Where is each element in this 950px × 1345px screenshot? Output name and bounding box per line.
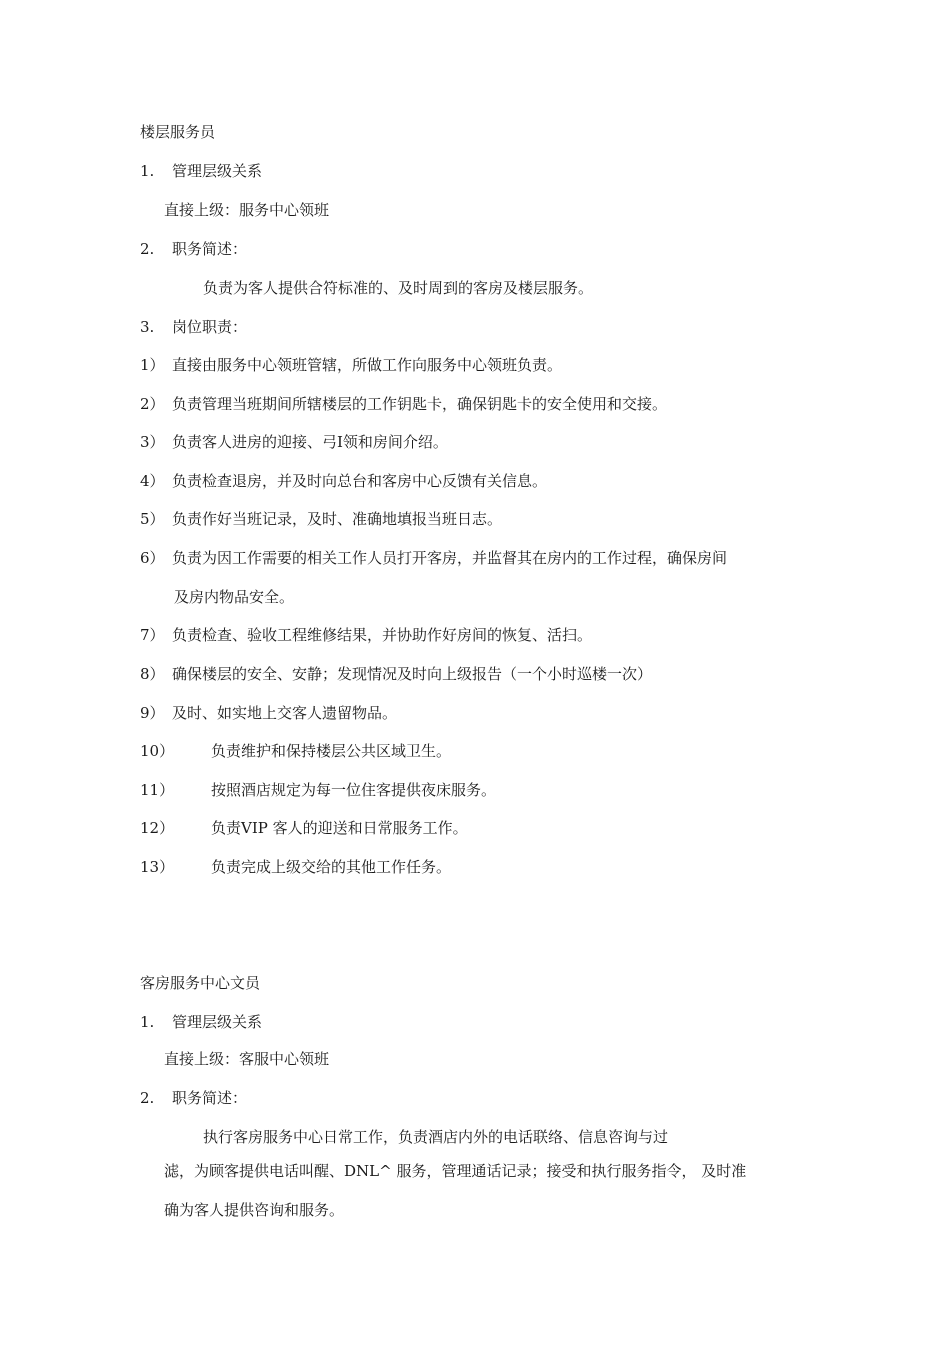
duty-number: 9） [140,704,165,722]
job-summary-line: 滤，为顾客提供电话叫醒、DNL^ 服务，管理通话记录；接受和执行服务指令， 及时准 [164,1162,747,1180]
heading-number: 1. [140,162,155,180]
duty-number: 3） [140,433,165,451]
duty-number: 6） [140,549,165,567]
duty-text: 及时、如实地上交客人遗留物品。 [172,704,398,722]
duty-number: 4） [140,472,165,490]
duty-number: 7） [140,626,165,644]
duty-number: 5） [140,510,165,528]
job-summary: 负责为客人提供合符标准的、及时周到的客房及楼层服务。 [203,279,594,297]
duty-text: 负责作好当班记录，及时、准确地填报当班日志。 [172,510,503,528]
duty-text: 负责检查、验收工程维修结果，并协助作好房间的恢复、活扫。 [172,626,593,644]
duty-number: 13） [140,858,175,876]
section-title: 客房服务中心文员 [140,974,261,992]
heading-text: 职务简述： [172,1089,248,1107]
duty-text: 确保楼层的安全、安静；发现情况及时向上级报告（一个小时巡楼一次） [172,665,653,683]
heading-number: 1. [140,1013,155,1031]
duty-number: 11） [140,781,175,799]
duty-number: 2） [140,395,165,413]
heading-text: 管理层级关系 [172,1013,263,1031]
duty-text: 负责为因工作需要的相关工作人员打开客房，并监督其在房内的工作过程，确保房间 [172,549,728,567]
duty-number: 1） [140,356,165,374]
job-summary-line: 执行客房服务中心日常工作，负责酒店内外的电话联络、信息咨询与过 [203,1128,669,1146]
duty-number: 12） [140,819,175,837]
duty-text: 负责管理当班期间所辖楼层的工作钥匙卡，确保钥匙卡的安全使用和交接。 [172,395,668,413]
duty-number: 8） [140,665,165,683]
duty-text: 负责维护和保持楼层公共区域卫生。 [211,742,452,760]
duty-text: 负责完成上级交给的其他工作任务。 [211,858,452,876]
duty-text: 直接由服务中心领班管辖，所做工作向服务中心领班负责。 [172,356,563,374]
heading-text: 职务简述： [172,240,248,258]
heading-number: 2. [140,240,155,258]
direct-superior: 直接上级：客服中心领班 [164,1050,330,1068]
direct-superior: 直接上级：服务中心领班 [164,201,330,219]
heading-number: 2. [140,1089,155,1107]
duty-text: 负责客人进房的迎接、弓I领和房间介绍。 [172,433,448,451]
duty-text: 负责检查退房，并及时向总台和客房中心反馈有关信息。 [172,472,548,490]
heading-text: 岗位职责： [172,318,248,336]
duty-text: 负责VIP 客人的迎送和日常服务工作。 [211,819,468,837]
section-title: 楼层服务员 [140,123,216,141]
duty-number: 10） [140,742,175,760]
heading-text: 管理层级关系 [172,162,263,180]
job-summary-line: 确为客人提供咨询和服务。 [164,1201,345,1219]
heading-number: 3. [140,318,155,336]
duty-text-continued: 及房内物品安全。 [174,588,295,606]
duty-text: 按照酒店规定为每一位住客提供夜床服务。 [211,781,497,799]
